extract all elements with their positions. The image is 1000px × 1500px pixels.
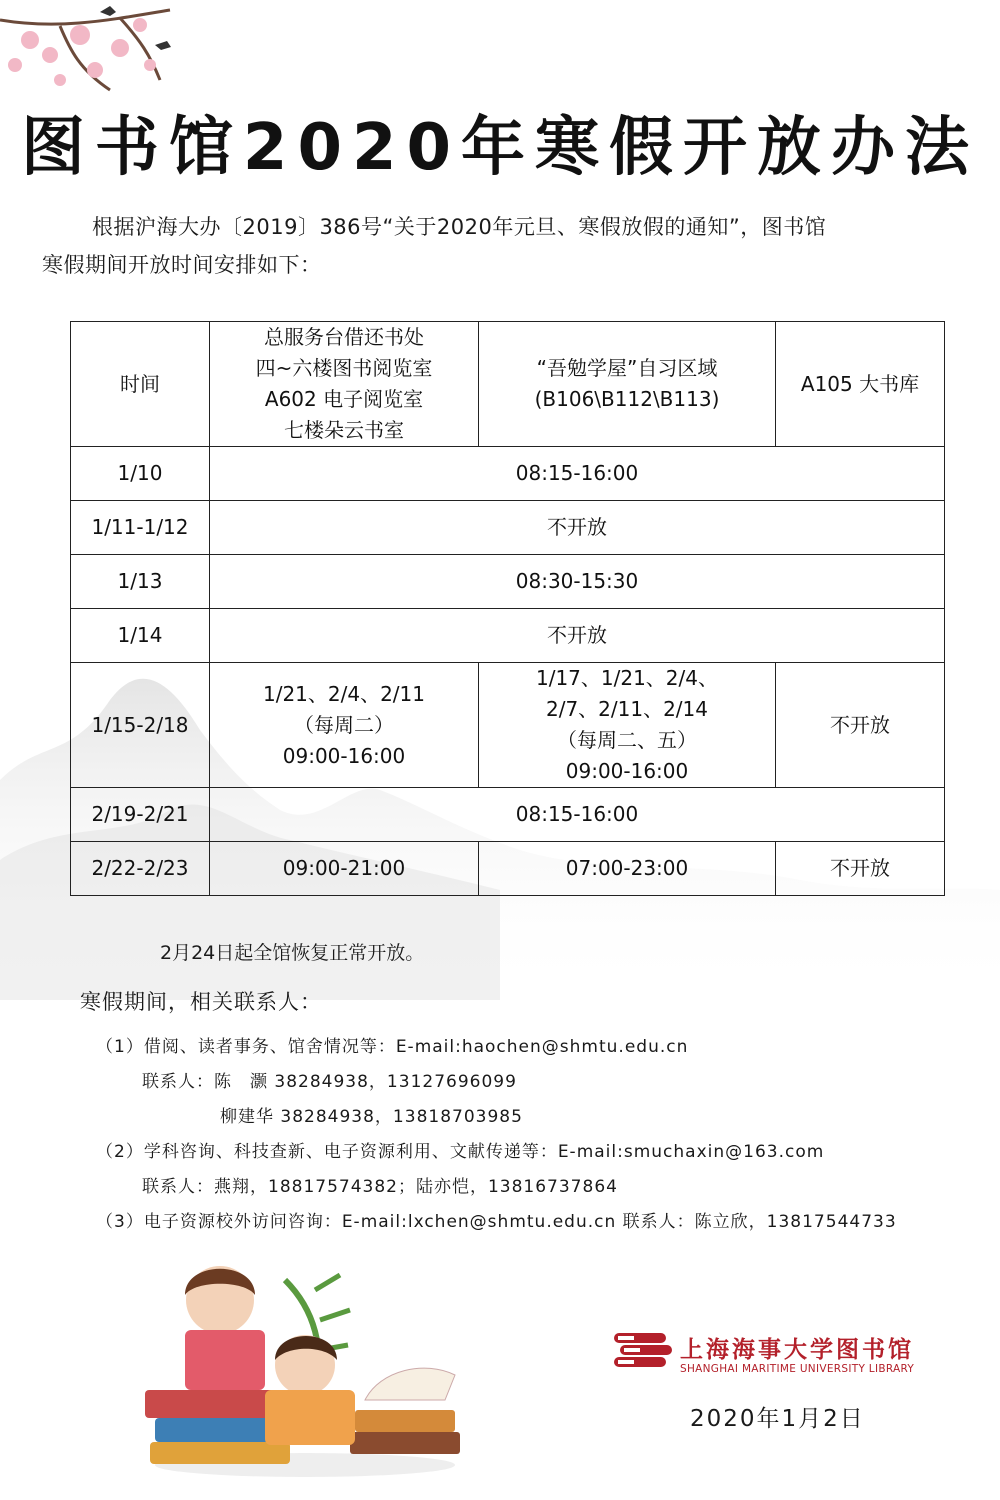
header-line: (B106\B112\B113): [534, 387, 720, 411]
contacts-title: 寒假期间，相关联系人：: [80, 990, 322, 1014]
row-hours: 08:15-16:00: [210, 788, 945, 842]
row-hours: 不开放: [210, 609, 945, 663]
cell-line: 09:00-16:00: [282, 743, 406, 768]
contact-item-2: （2）学科咨询、科技查新、电子资源利用、文献传递等：E-mail:smuchaxin@163.com: [96, 1142, 825, 1162]
contact-person: 柳建华 38284938，13818703985: [220, 1107, 523, 1127]
row-date: 1/15-2/18: [71, 663, 210, 788]
table-row: [71, 663, 945, 788]
table-row: [71, 788, 945, 842]
row-hours: 08:15-16:00: [210, 447, 945, 501]
row-service-hours: 09:00-21:00: [210, 842, 479, 896]
row-date: 1/13: [71, 555, 210, 609]
header-study-area: [479, 322, 776, 447]
notice-date: 2020年1月2日: [690, 1406, 865, 1432]
row-date: 1/10: [71, 447, 210, 501]
row-date: 1/14: [71, 609, 210, 663]
schedule-table: [70, 321, 945, 896]
children-reading-illustration: [125, 1250, 485, 1480]
cell-line: （每周二、五）: [557, 728, 697, 752]
contact-item-3: （3）电子资源校外访问咨询：E-mail:lxchen@shmtu.edu.cn 联系人：陈立欣，13817544733: [96, 1212, 897, 1232]
row-stacks-hours: 不开放: [776, 842, 945, 896]
table-row: [71, 501, 945, 555]
header-line: 总服务台借还书处: [264, 325, 424, 349]
table-row: [71, 447, 945, 501]
row-hours: 08:30-15:30: [210, 555, 945, 609]
row-hours: 不开放: [210, 501, 945, 555]
cherry-blossom-branch-illustration: [0, 0, 300, 110]
resume-note: 2月24日起全馆恢复正常开放。: [160, 942, 425, 964]
header-line: 四~六楼图书阅览室: [255, 356, 433, 380]
table-row: [71, 842, 945, 896]
header-time: 时间: [71, 322, 210, 447]
header-line: “吾勉学屋”自习区域: [536, 356, 718, 380]
row-study-hours: [479, 663, 776, 788]
header-service-areas: [210, 322, 479, 447]
row-study-hours: 07:00-23:00: [479, 842, 776, 896]
cell-line: （每周二）: [294, 712, 394, 737]
intro-line-1: 根据沪海大办〔2019〕386号“关于2020年元旦、寒假放假的通知”，图书馆: [92, 215, 827, 239]
page-title: 图书馆2020年寒假开放办法: [20, 111, 980, 185]
row-stacks-hours: 不开放: [776, 663, 945, 788]
cell-line: 1/17、1/21、2/4、: [535, 666, 718, 690]
library-logo: [612, 1325, 942, 1385]
contact-person: 联系人：燕翔，18817574382；陆亦恺，13816737864: [142, 1177, 618, 1197]
header-line: A602 电子阅览室: [264, 387, 424, 411]
table-header-row: [71, 322, 945, 447]
cell-line: 09:00-16:00: [565, 759, 689, 783]
contacts-list: [96, 1030, 897, 1240]
table-row: [71, 609, 945, 663]
row-date: 2/22-2/23: [71, 842, 210, 896]
row-date: 1/11-1/12: [71, 501, 210, 555]
header-line: 七楼朵云书室: [284, 418, 404, 442]
row-service-hours: [210, 663, 479, 788]
cell-line: 1/21、2/4、2/11: [262, 681, 425, 706]
contact-person: 联系人：陈 灏 38284938，13127696099: [142, 1072, 517, 1092]
row-date: 2/19-2/21: [71, 788, 210, 842]
contact-item-1: （1）借阅、读者事务、馆舍情况等：E-mail:haochen@shmtu.edu.cn: [96, 1037, 689, 1057]
logo-chinese-name: 上海海事大学图书馆: [680, 1336, 914, 1363]
library-emblem-icon: [612, 1325, 672, 1375]
logo-english-name: SHANGHAI MARITIME UNIVERSITY LIBRARY: [680, 1363, 915, 1375]
intro-paragraph: [42, 208, 954, 284]
intro-line-2: 寒假期间开放时间安排如下：: [42, 253, 322, 277]
header-stacks: A105 大书库: [776, 322, 945, 447]
cell-line: 2/7、2/11、2/14: [545, 697, 708, 721]
table-row: [71, 555, 945, 609]
